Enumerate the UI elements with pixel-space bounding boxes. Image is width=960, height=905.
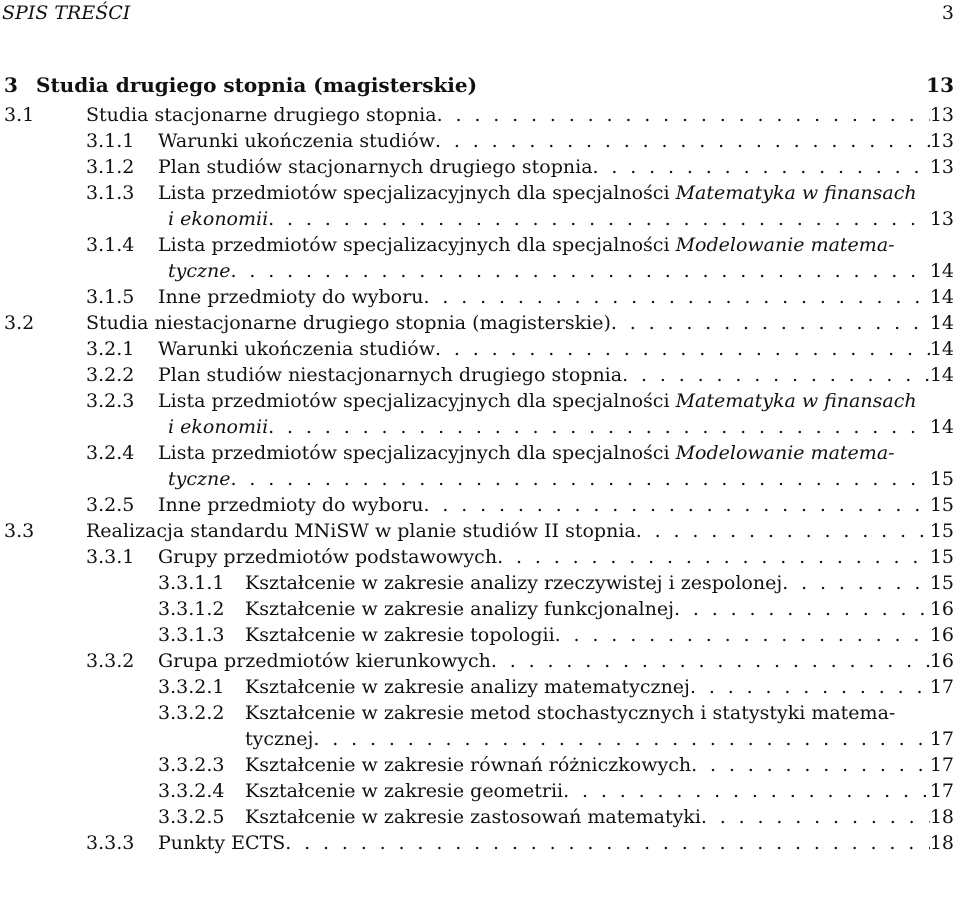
toc-title-italic: Matematyka w finansach	[675, 390, 917, 412]
toc-entry[interactable]	[0, 310, 960, 336]
toc-number: 3.2.5	[86, 494, 135, 516]
toc-title: Lista przedmiotów specjalizacyjnych dla specjalności	[158, 390, 676, 412]
toc-title: Punkty ECTS	[158, 832, 286, 854]
toc-entry[interactable]	[0, 752, 960, 778]
toc-entry[interactable]	[0, 544, 960, 570]
toc-title-italic: Modelowanie matema-	[675, 234, 895, 256]
toc-page: 14	[929, 286, 954, 308]
toc-number: 3.2.3	[86, 390, 135, 412]
toc-page: 17	[929, 728, 954, 750]
toc-entry[interactable]	[0, 154, 960, 180]
toc-title: Lista przedmiotów specjalizacyjnych dla specjalności	[158, 234, 676, 256]
toc-number: 3.3.2.2	[158, 702, 225, 724]
toc-page: 14	[929, 364, 954, 386]
toc-number: 3.3.2.3	[158, 754, 225, 776]
toc-title-italic: i ekonomii	[168, 416, 269, 438]
toc-entry[interactable]	[0, 336, 960, 362]
toc-chapter[interactable]	[0, 72, 960, 102]
toc-number: 3.1.5	[86, 286, 135, 308]
toc-number: 3.3.2.4	[158, 780, 225, 802]
toc-entry[interactable]	[0, 596, 960, 622]
toc-entry[interactable]	[0, 284, 960, 310]
toc-page: 14	[929, 416, 954, 438]
toc-number: 3.3.2.1	[158, 676, 225, 698]
toc-page: 13	[929, 104, 954, 126]
toc-page: 18	[929, 832, 954, 854]
toc-entry[interactable]	[0, 128, 960, 154]
toc-title: Kształcenie w zakresie zastosowań matematyki	[245, 806, 701, 828]
table-of-contents	[0, 72, 960, 856]
toc-entry[interactable]	[0, 492, 960, 518]
toc-entry[interactable]	[0, 830, 960, 856]
toc-title: Plan studiów stacjonarnych drugiego stopnia	[158, 156, 593, 178]
page-header	[2, 2, 954, 28]
toc-number: 3.3.1	[86, 546, 135, 568]
toc-number: 3.3.1.1	[158, 572, 225, 594]
toc-title-italic: Matematyka w finansach	[675, 182, 917, 204]
toc-entry-continuation[interactable]	[0, 466, 960, 492]
toc-page: 13	[929, 156, 954, 178]
toc-number: 3.3.3	[86, 832, 135, 854]
toc-entry[interactable]	[0, 570, 960, 596]
toc-page: 18	[929, 806, 954, 828]
running-title: SPIS TREŚCI	[2, 2, 131, 24]
toc-number: 3.1.3	[86, 182, 135, 204]
toc-title: Kształcenie w zakresie topologii	[245, 624, 555, 646]
toc-title: Studia drugiego stopnia (magisterskie)	[36, 73, 478, 97]
toc-entry-continuation[interactable]	[0, 258, 960, 284]
toc-page: 15	[929, 572, 954, 594]
toc-entry[interactable]	[0, 102, 960, 128]
toc-title-italic: i ekonomii	[168, 208, 269, 230]
toc-page: 16	[929, 624, 954, 646]
toc-number: 3.3.2.5	[158, 806, 225, 828]
toc-number: 3.1.1	[86, 130, 135, 152]
toc-title-italic: tyczne	[168, 260, 231, 282]
toc-page: 14	[929, 312, 954, 334]
toc-title: Lista przedmiotów specjalizacyjnych dla specjalności	[158, 442, 676, 464]
toc-page: 17	[929, 676, 954, 698]
toc-title: Grupa przedmiotów kierunkowych	[158, 650, 491, 672]
toc-title: Kształcenie w zakresie metod stochastycznych i statystyki matema-	[245, 702, 896, 724]
toc-number: 3.2.1	[86, 338, 135, 360]
toc-title: Lista przedmiotów specjalizacyjnych dla specjalności	[158, 182, 676, 204]
toc-title: Warunki ukończenia studiów	[158, 130, 435, 152]
toc-number: 3.2.4	[86, 442, 135, 464]
toc-title: Plan studiów niestacjonarnych drugiego stopnia	[158, 364, 623, 386]
toc-number: 3.2	[4, 312, 35, 334]
toc-title: Kształcenie w zakresie analizy funkcjonalnej	[245, 598, 674, 620]
toc-page: 15	[929, 468, 954, 490]
toc-title: Grupy przedmiotów podstawowych	[158, 546, 498, 568]
toc-page: 17	[929, 780, 954, 802]
toc-entry[interactable]	[0, 440, 960, 466]
toc-title: Kształcenie w zakresie geometrii	[245, 780, 564, 802]
toc-title: tycznej	[245, 728, 314, 750]
toc-title: Realizacja standardu MNiSW w planie studiów II stopnia	[86, 520, 636, 542]
toc-entry-continuation[interactable]	[0, 206, 960, 232]
toc-number: 3.3.1.3	[158, 624, 225, 646]
toc-entry[interactable]	[0, 388, 960, 414]
toc-number: 3.3.2	[86, 650, 135, 672]
toc-entry[interactable]	[0, 518, 960, 544]
toc-number: 3	[4, 73, 18, 97]
toc-page: 15	[929, 520, 954, 542]
toc-entry[interactable]	[0, 622, 960, 648]
toc-entry[interactable]	[0, 232, 960, 258]
toc-page: 13	[929, 130, 954, 152]
toc-page: 17	[929, 754, 954, 776]
toc-number: 3.1.4	[86, 234, 135, 256]
toc-entry[interactable]	[0, 674, 960, 700]
page-number: 3	[941, 2, 954, 24]
toc-number: 3.2.2	[86, 364, 135, 386]
toc-number: 3.1.2	[86, 156, 135, 178]
toc-page: 14	[929, 260, 954, 282]
toc-title: Warunki ukończenia studiów	[158, 338, 435, 360]
toc-title: Inne przedmioty do wyboru	[158, 494, 424, 516]
toc-page: 13	[929, 208, 954, 230]
toc-entry[interactable]	[0, 362, 960, 388]
toc-entry[interactable]	[0, 180, 960, 206]
toc-title: Studia niestacjonarne drugiego stopnia (magisterskie)	[86, 312, 611, 334]
toc-entry[interactable]	[0, 648, 960, 674]
toc-title: Kształcenie w zakresie równań różniczkowych	[245, 754, 692, 776]
toc-title: Kształcenie w zakresie analizy rzeczywistej i zespolonej	[245, 572, 783, 594]
toc-title: Inne przedmioty do wyboru	[158, 286, 424, 308]
toc-title: Kształcenie w zakresie analizy matematycznej	[245, 676, 690, 698]
toc-entry-continuation[interactable]	[0, 726, 960, 752]
toc-page: 16	[929, 650, 954, 672]
toc-page: 15	[929, 546, 954, 568]
toc-number: 3.3.1.2	[158, 598, 225, 620]
toc-page: 14	[929, 338, 954, 360]
toc-title: Studia stacjonarne drugiego stopnia	[86, 104, 437, 126]
toc-number: 3.1	[4, 104, 35, 126]
toc-title-italic: Modelowanie matema-	[675, 442, 895, 464]
toc-page: 13	[926, 73, 954, 97]
toc-entry[interactable]	[0, 700, 960, 726]
toc-page: 15	[929, 494, 954, 516]
toc-entry[interactable]	[0, 778, 960, 804]
toc-entry[interactable]	[0, 804, 960, 830]
toc-page: 16	[929, 598, 954, 620]
toc-number: 3.3	[4, 520, 35, 542]
toc-title-italic: tyczne	[168, 468, 231, 490]
toc-entry-continuation[interactable]	[0, 414, 960, 440]
